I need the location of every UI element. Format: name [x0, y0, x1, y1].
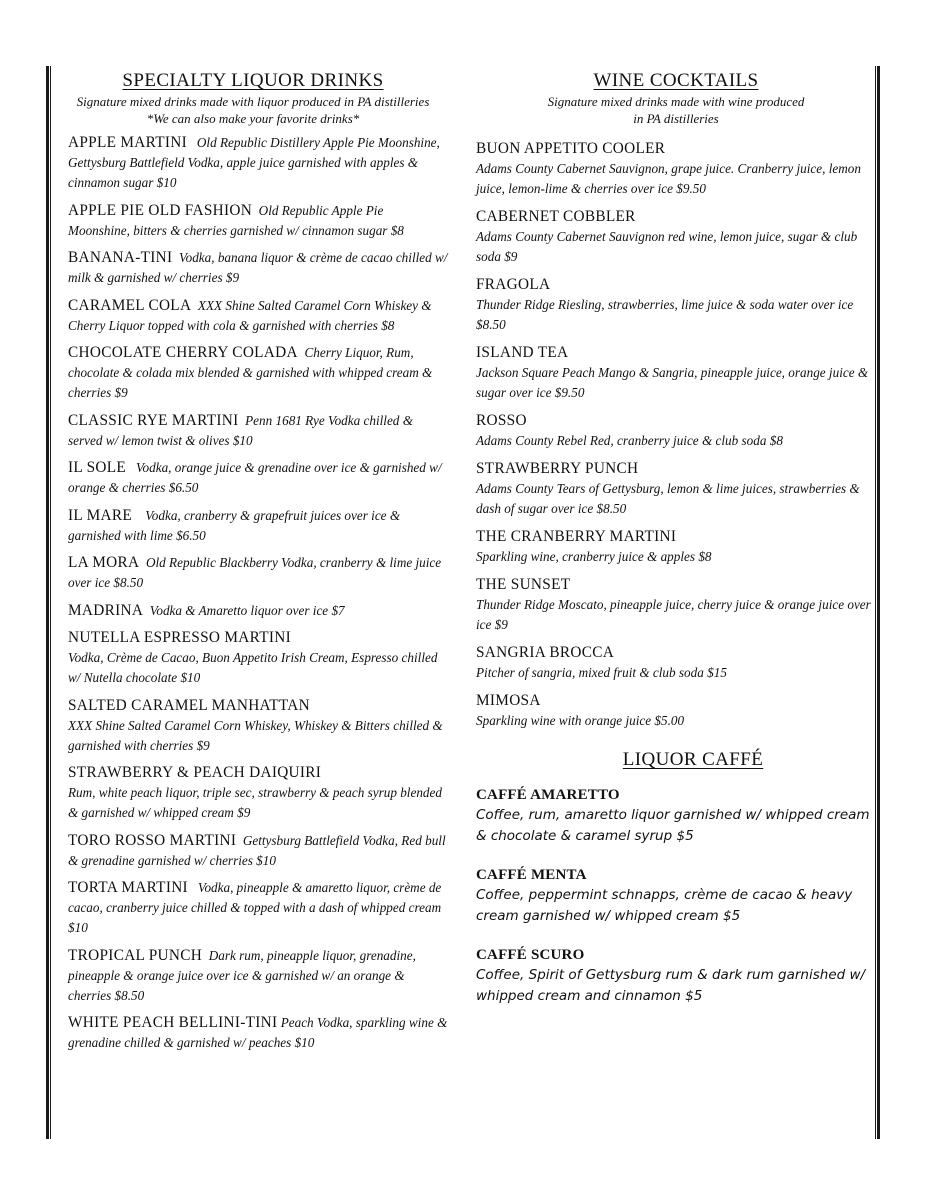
menu-item: [476, 575, 876, 635]
item-name: STRAWBERRY PUNCH: [476, 460, 639, 477]
menu-item: [58, 1013, 448, 1053]
item-description: Vodka, pineapple & amaretto liquor, crème de cacao, cranberry juice chilled & topped with a dash of whipped cream $10: [68, 880, 442, 935]
item-description: Sparkling wine with orange juice $5.00: [476, 713, 685, 728]
item-name: TORO ROSSO MARTINI: [68, 831, 237, 849]
item-name: BUON APPETITO COOLER: [476, 140, 666, 157]
menu-item: [476, 643, 876, 683]
item-description: Adams County Rebel Red, cranberry juice & club soda $8: [476, 433, 783, 448]
menu-item: [476, 945, 876, 1007]
menu-item: [58, 343, 448, 403]
item-description: Adams County Cabernet Sauvignon, grape juice. Cranberry juice, lemon juice, lemon-lime & cherries over ice $9.50: [476, 161, 861, 196]
item-name: WHITE PEACH BELLINI-TINI: [68, 1014, 278, 1031]
menu-item: [58, 763, 448, 823]
item-name: STRAWBERRY & PEACH DAIQUIRI: [68, 764, 322, 781]
item-name: CHOCOLATE CHERRY COLADA: [68, 344, 298, 361]
menu-item: [476, 527, 876, 567]
specialty-liquor-list: [58, 133, 448, 1053]
menu-item: [58, 411, 448, 451]
item-name: SANGRIA BROCCA: [476, 644, 615, 661]
item-name: ROSSO: [476, 412, 527, 429]
item-description: XXX Shine Salted Caramel Corn Whiskey, Whiskey & Bitters chilled & garnished with cherries $9: [68, 717, 443, 753]
menu-item: [476, 139, 876, 199]
menu-item: [476, 275, 876, 335]
item-description: Coffee, peppermint schnapps, crème de cacao & heavy cream garnished w/ whipped cream $5: [476, 887, 853, 924]
menu-item: [476, 207, 876, 267]
menu-item: [58, 946, 448, 1006]
menu-item: [58, 296, 448, 336]
item-name: THE CRANBERRY MARTINI: [476, 528, 677, 545]
menu-item: [58, 831, 448, 871]
item-description: Adams County Cabernet Sauvignon red wine, lemon juice, sugar & club soda $9: [476, 229, 858, 264]
item-description: Vodka, banana liquor & crème de cacao chilled w/ milk & garnished w/ cherries $9: [68, 250, 448, 285]
specialty-liquor-subtitle: [58, 93, 448, 127]
item-description: Dark rum, pineapple liquor, grenadine, pineapple & orange juice over ice & garnished w/ an orange & cherries $8.50: [68, 947, 416, 1003]
subtitle-line: in PA distilleries: [633, 111, 719, 126]
item-name: CABERNET COBBLER: [476, 208, 636, 225]
menu-item: [58, 696, 448, 756]
item-name: IL MARE: [68, 506, 132, 524]
item-name: LA MORA: [68, 554, 140, 571]
item-name: ISLAND TEA: [476, 344, 569, 361]
item-description: Old Republic Distillery Apple Pie Moonshine, Gettysburg Battlefield Vodka, apple juice garnished with apples & cinnamon sugar $10: [68, 135, 440, 190]
menu-item: [58, 878, 448, 938]
item-description: Thunder Ridge Riesling, strawberries, lime juice & soda water over ice $8.50: [476, 297, 854, 332]
liquor-caffe-header: [476, 749, 876, 771]
item-name: APPLE MARTINI: [68, 134, 187, 151]
menu-item: [58, 248, 448, 288]
liquor-caffe-list: [476, 785, 876, 1007]
item-description: Thunder Ridge Moscato, pineapple juice, cherry juice & orange juice over ice $9: [476, 597, 871, 632]
item-name: SALTED CARAMEL MANHATTAN: [68, 696, 310, 714]
item-description: Jackson Square Peach Mango & Sangria, pineapple juice, orange juice & sugar over ice $9.50: [476, 365, 869, 400]
item-name: IL SOLE: [68, 459, 127, 476]
menu-item: [476, 785, 876, 847]
item-description: Peach Vodka, sparkling wine & grenadine chilled & garnished w/ peaches $10: [68, 1015, 448, 1050]
item-description: Cherry Liquor, Rum, chocolate & colada mix blended & garnished with whipped cream & cherries $9: [68, 345, 433, 400]
item-name: CAFFÉ AMARETTO: [476, 787, 620, 803]
item-description: Vodka, Crème de Cacao, Buon Appetito Irish Cream, Espresso chilled w/ Nutella chocolate $10: [68, 650, 438, 685]
specialty-liquor-column: [58, 70, 448, 1053]
subtitle-line: Signature mixed drinks made with wine produced: [547, 94, 805, 109]
item-description: Coffee, Spirit of Gettysburg rum & dark rum garnished w/ whipped cream and cinnamon $5: [476, 967, 866, 1004]
item-name: APPLE PIE OLD FASHION: [68, 201, 253, 219]
item-description: Adams County Tears of Gettysburg, lemon & lime juices, strawberries & dash of sugar over ice $8.50: [476, 481, 860, 516]
item-name: MIMOSA: [476, 692, 541, 709]
menu-item: [58, 506, 448, 546]
menu-item: [58, 553, 448, 593]
menu-item: [58, 133, 448, 193]
item-description: Pitcher of sangria, mixed fruit & club soda $15: [476, 665, 727, 680]
item-description: XXX Shine Salted Caramel Corn Whiskey & Cherry Liquor topped with cola & garnished with cherries $8: [68, 297, 432, 333]
item-name: MADRINA: [68, 601, 144, 619]
item-name: FRAGOLA: [476, 276, 551, 293]
liquor-caffe-title: LIQUOR CAFFÉ: [622, 749, 764, 770]
item-name: THE SUNSET: [476, 576, 571, 593]
item-description: Old Republic Blackberry Vodka, cranberry & lime juice over ice $8.50: [68, 555, 442, 590]
menu-item: [476, 459, 876, 519]
specialty-liquor-title: SPECIALTY LIQUOR DRINKS: [122, 70, 384, 91]
wine-cocktails-subtitle: [476, 93, 876, 127]
menu-item: [476, 691, 876, 731]
wine-cocktails-column: [476, 70, 876, 1007]
item-description: Penn 1681 Rye Vodka chilled & served w/ lemon twist & olives $10: [68, 412, 413, 448]
subtitle-line: Signature mixed drinks made with liquor produced in PA distilleries: [76, 94, 430, 109]
item-description: Coffee, rum, amaretto liquor garnished w/ whipped cream & chocolate & caramel syrup $5: [476, 807, 870, 844]
item-name: CARAMEL COLA: [68, 296, 192, 314]
item-name: TORTA MARTINI: [68, 879, 188, 896]
item-description: Old Republic Apple Pie Moonshine, bitters & cherries garnished w/ cinnamon sugar $8: [68, 202, 404, 238]
item-description: Vodka & Amaretto liquor over ice $7: [149, 602, 345, 618]
menu-item: [58, 201, 448, 241]
menu-item: [476, 865, 876, 927]
menu-item: [58, 458, 448, 498]
left-border-rule: [46, 66, 52, 1139]
menu-item: [476, 343, 876, 403]
item-name: CAFFÉ MENTA: [476, 867, 587, 883]
subtitle-line: *We can also make your favorite drinks*: [146, 111, 360, 126]
item-name: NUTELLA ESPRESSO MARTINI: [68, 629, 291, 646]
item-name: TROPICAL PUNCH: [68, 946, 203, 964]
item-name: CAFFÉ SCURO: [476, 947, 585, 963]
wine-cocktails-title: WINE COCKTAILS: [593, 70, 759, 91]
menu-item: [476, 411, 876, 451]
item-description: Rum, white peach liquor, triple sec, strawberry & peach syrup blended & garnished w/ whipped cream $9: [68, 785, 442, 820]
item-description: Sparkling wine, cranberry juice & apples $8: [476, 549, 712, 564]
wine-cocktails-list: [476, 139, 876, 731]
item-name: CLASSIC RYE MARTINI: [68, 411, 239, 429]
menu-item: [58, 601, 448, 621]
item-description: Vodka, cranberry & grapefruit juices over ice & garnished with lime $6.50: [68, 507, 401, 543]
item-description: Vodka, orange juice & grenadine over ice & garnished w/ orange & cherries $6.50: [68, 460, 442, 495]
item-name: BANANA-TINI: [68, 249, 173, 266]
menu-item: [58, 628, 448, 688]
item-description: Gettysburg Battlefield Vodka, Red bull & grenadine garnished w/ cherries $10: [68, 832, 446, 868]
